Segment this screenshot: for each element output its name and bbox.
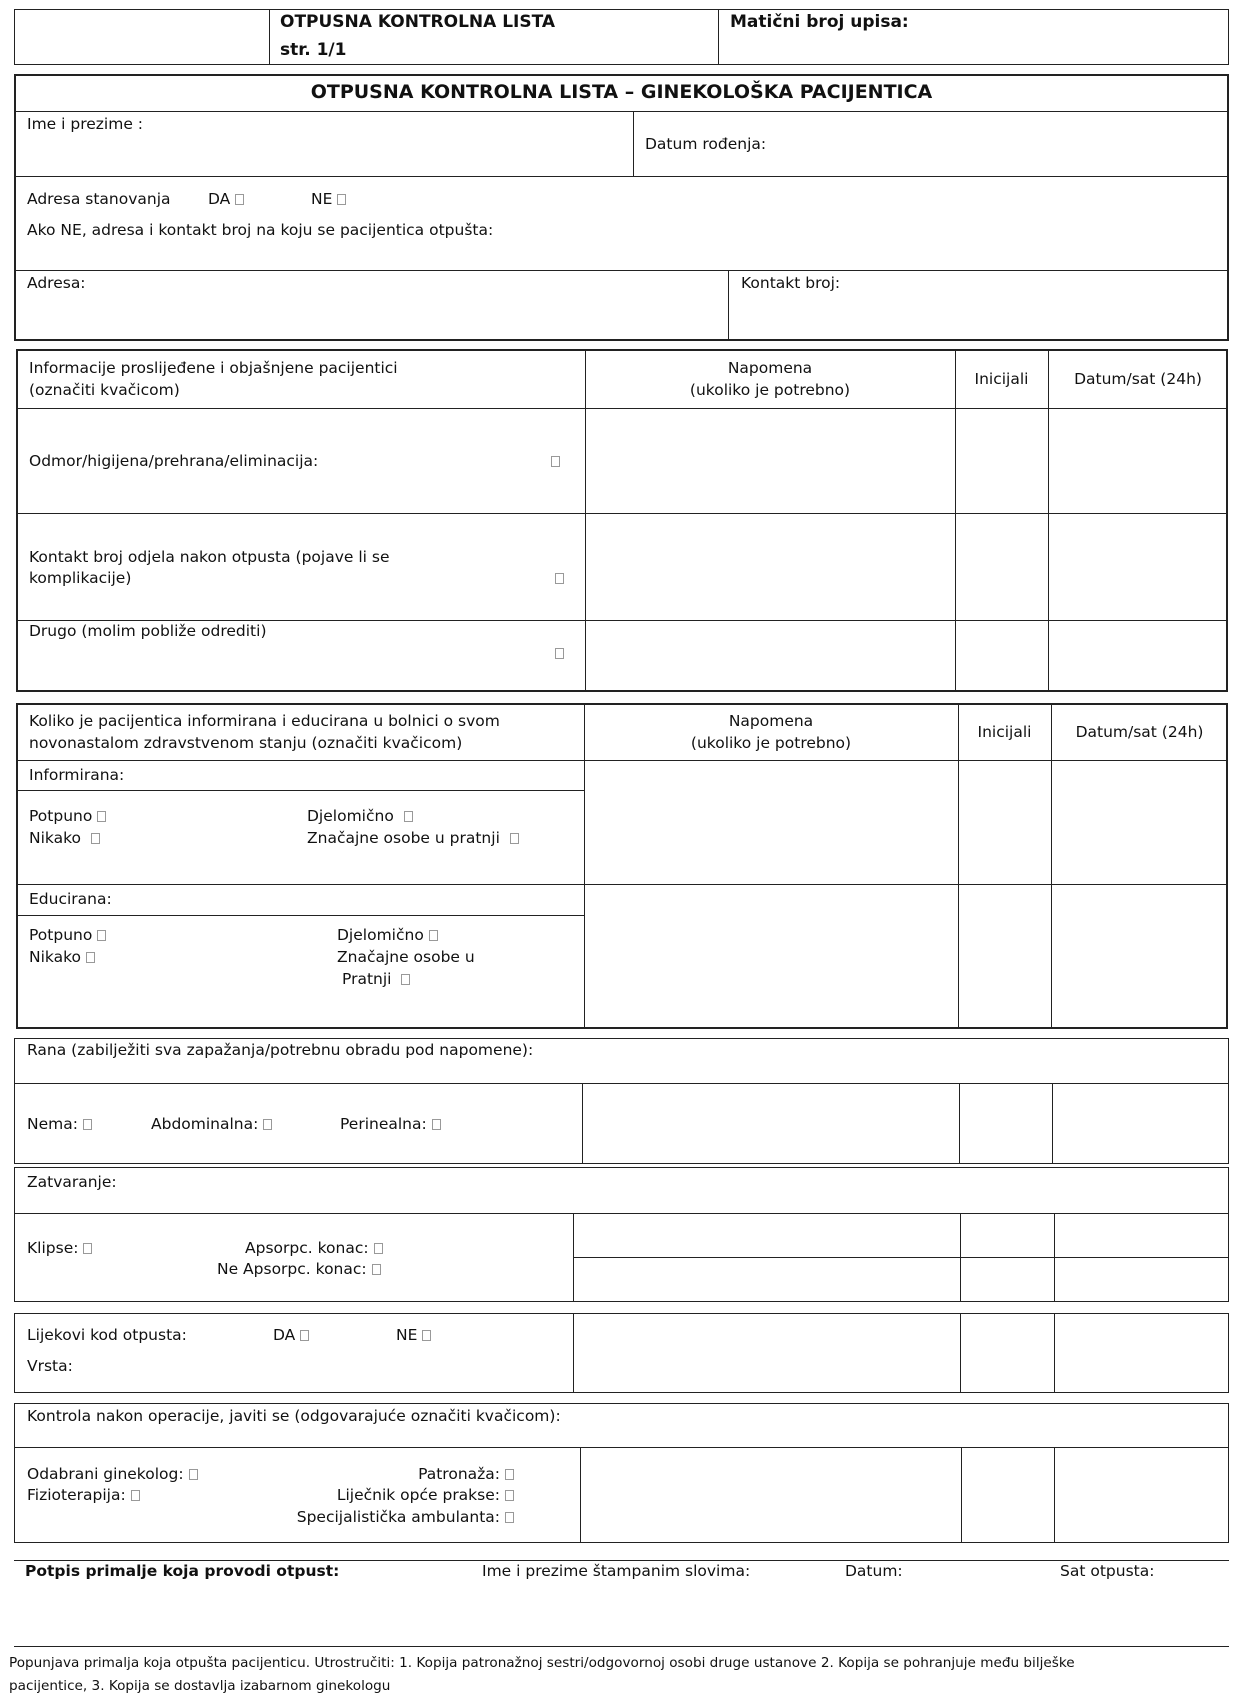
absorbable-suture-checkbox[interactable]: Apsorpc. konac: xyxy=(245,1238,383,1259)
residence-no-checkbox[interactable]: NE xyxy=(311,189,346,210)
col-note: Napomena xyxy=(728,712,814,730)
patient-box xyxy=(14,74,1229,341)
medication-yes-checkbox[interactable]: DA xyxy=(273,1325,309,1346)
checkbox-icon[interactable] xyxy=(337,194,346,205)
checkbox-icon[interactable] xyxy=(263,1119,272,1130)
closure-box xyxy=(14,1167,1229,1302)
checkbox-icon[interactable] xyxy=(422,1330,431,1341)
followup-label: Kontrola nakon operacije, javiti se (odgovarajuće označiti kvačicom): xyxy=(27,1407,561,1425)
table-rule xyxy=(960,1313,961,1393)
medication-type-field[interactable]: Vrsta: xyxy=(27,1357,73,1375)
table-rule xyxy=(1052,1083,1053,1164)
educated-label: Educirana: xyxy=(29,890,112,908)
col-note-sub: (ukoliko je potrebno) xyxy=(690,734,852,752)
divider xyxy=(718,9,719,65)
table-rule xyxy=(16,884,1228,885)
table-rule xyxy=(633,111,634,176)
checkbox-icon[interactable] xyxy=(404,811,413,822)
table-rule xyxy=(14,111,1229,112)
registration-number-field[interactable]: Matični broj upisa: xyxy=(730,12,909,32)
checkbox-icon[interactable] xyxy=(510,833,519,844)
col-note: Napomena xyxy=(727,359,813,377)
table-rule xyxy=(728,270,729,341)
informed-none-checkbox[interactable]: Nikako xyxy=(29,828,100,849)
educated-companions-label: Značajne osobe u xyxy=(337,948,475,966)
medication-box xyxy=(14,1313,1229,1393)
table-rule xyxy=(1051,703,1052,1029)
if-no-label: Ako NE, adresa i kontakt broj na koju se pacijentica otpušta: xyxy=(27,221,494,239)
rest-hygiene-checkbox[interactable] xyxy=(551,456,560,467)
informed-full-checkbox[interactable]: Potpuno xyxy=(29,806,106,827)
divider xyxy=(269,9,270,65)
education-header-2: novonastalom zdravstvenom stanju (označiti kvačicom) xyxy=(29,734,463,752)
table-rule xyxy=(16,915,584,916)
checkbox-icon[interactable] xyxy=(131,1490,140,1501)
checkbox-icon[interactable] xyxy=(86,952,95,963)
checkbox-icon[interactable] xyxy=(505,1490,514,1501)
residence-label: Adresa stanovanja xyxy=(27,190,171,208)
col-datetime: Datum/sat (24h) xyxy=(1074,370,1202,388)
checkbox-icon[interactable] xyxy=(97,811,106,822)
name-field[interactable]: Ime i prezime : xyxy=(27,115,144,133)
table-rule xyxy=(961,1447,962,1543)
educated-none-checkbox[interactable]: Nikako xyxy=(29,947,95,968)
checkbox-icon[interactable] xyxy=(83,1243,92,1254)
table-rule xyxy=(14,1213,1229,1214)
footer-note-2: pacijentice, 3. Kopija se dostavlja izabarnom ginekologu xyxy=(9,1678,391,1694)
table-rule xyxy=(14,1447,1229,1448)
table-rule xyxy=(1054,1447,1055,1543)
row-ward-contact: Kontakt broj odjela nakon otpusta (pojave li se xyxy=(29,548,390,566)
checkbox-icon[interactable] xyxy=(374,1243,383,1254)
table-rule xyxy=(958,703,959,1029)
closure-label: Zatvaranje: xyxy=(27,1173,117,1191)
table-rule xyxy=(580,1447,581,1543)
table-rule xyxy=(14,270,1229,271)
table-rule xyxy=(16,513,1228,514)
informed-companions-checkbox[interactable]: Značajne osobe u pratnji xyxy=(307,828,519,849)
form-title: OTPUSNA KONTROLNA LISTA – GINEKOLOŠKA PACIJENTICA xyxy=(310,81,933,103)
checkbox-icon[interactable] xyxy=(505,1512,514,1523)
gp-checkbox[interactable]: Liječnik opće prakse: xyxy=(337,1485,514,1506)
header-title: OTPUSNA KONTROLNA LISTA xyxy=(280,12,556,32)
dob-field[interactable]: Datum rođenja: xyxy=(645,135,767,153)
clips-checkbox[interactable]: Klipse: xyxy=(27,1238,92,1259)
checkbox-icon[interactable] xyxy=(505,1469,514,1480)
checkbox-icon[interactable] xyxy=(235,194,244,205)
info-header-note: (označiti kvačicom) xyxy=(29,381,180,399)
col-note-sub: (ukoliko je potrebno) xyxy=(689,381,851,399)
row-rest-hygiene: Odmor/higijena/prehrana/eliminacija: xyxy=(29,452,319,470)
date-field[interactable]: Datum: xyxy=(845,1562,903,1580)
table-rule xyxy=(582,1083,583,1164)
col-initials: Inicijali xyxy=(977,723,1032,741)
table-rule xyxy=(955,349,956,692)
table-rule xyxy=(573,1213,574,1302)
page-number: str. 1/1 xyxy=(280,40,347,60)
footer-note: Popunjava primalja koja otpušta pacijenticu. Utrostručiti: 1. Kopija patronažnoj sestri/odgovornoj osobi druge ustanove 2. Kopija se pohranjuje među bilješke xyxy=(9,1655,1075,1671)
non-absorbable-suture-checkbox[interactable]: Ne Apsorpc. konac: xyxy=(217,1259,381,1280)
info-header: Informacije proslijeđene i objašnjene pacijentici xyxy=(29,359,398,377)
header-box xyxy=(14,9,1229,65)
other-checkbox[interactable] xyxy=(555,648,564,659)
physiotherapy-checkbox[interactable]: Fizioterapija: xyxy=(27,1485,140,1506)
table-rule xyxy=(16,790,584,791)
checkbox-icon[interactable] xyxy=(189,1469,198,1480)
table-rule xyxy=(14,1083,1229,1084)
checkbox-icon[interactable] xyxy=(401,974,410,985)
row-other: Drugo (molim pobliže odrediti) xyxy=(29,622,267,640)
wound-label: Rana (zabilježiti sva zapažanja/potrebnu obradu pod napomene): xyxy=(27,1041,534,1059)
wound-perineal-checkbox[interactable]: Perinealna: xyxy=(340,1114,441,1135)
medication-no-checkbox[interactable]: NE xyxy=(396,1325,431,1346)
checkbox-icon[interactable] xyxy=(372,1264,381,1275)
col-datetime: Datum/sat (24h) xyxy=(1075,723,1204,741)
educated-partial-checkbox[interactable]: Djelomično xyxy=(337,925,438,946)
row-ward-contact-2: komplikacije) xyxy=(29,569,132,587)
contact-field[interactable]: Kontakt broj: xyxy=(741,274,841,292)
wound-abdominal-checkbox[interactable]: Abdominalna: xyxy=(151,1114,272,1135)
table-rule xyxy=(573,1313,574,1393)
table-rule xyxy=(960,1213,961,1302)
address-field[interactable]: Adresa: xyxy=(27,274,86,292)
checkbox-icon[interactable] xyxy=(300,1330,309,1341)
patronage-checkbox[interactable]: Patronaža: xyxy=(418,1464,514,1485)
educated-full-checkbox[interactable]: Potpuno xyxy=(29,925,106,946)
table-rule xyxy=(959,1083,960,1164)
printed-name-field[interactable]: Ime i prezime štampanim slovima: xyxy=(482,1562,751,1580)
checkbox-icon[interactable] xyxy=(429,930,438,941)
medication-label: Lijekovi kod otpusta: xyxy=(27,1326,187,1344)
informed-partial-checkbox[interactable]: Djelomično xyxy=(307,806,413,827)
educated-companions-checkbox[interactable]: Pratnji xyxy=(342,969,410,990)
education-header: Koliko je pacijentica informirana i educirana u bolnici o svom xyxy=(29,712,500,730)
gynecologist-checkbox[interactable]: Odabrani ginekolog: xyxy=(27,1464,198,1485)
checkbox-icon[interactable] xyxy=(83,1119,92,1130)
table-rule xyxy=(16,760,1228,761)
specialist-checkbox[interactable]: Specijalistička ambulanta: xyxy=(297,1507,514,1528)
table-rule xyxy=(573,1257,1229,1258)
table-rule xyxy=(1048,349,1049,692)
col-initials: Inicijali xyxy=(974,370,1029,388)
checkbox-icon[interactable] xyxy=(432,1119,441,1130)
table-rule xyxy=(1054,1313,1055,1393)
checkbox-icon[interactable] xyxy=(97,930,106,941)
midwife-signature-field[interactable]: Potpis primalje koja provodi otpust: xyxy=(25,1562,340,1580)
table-rule xyxy=(14,1646,1229,1647)
table-rule xyxy=(1054,1213,1055,1302)
checkbox-icon[interactable] xyxy=(91,833,100,844)
ward-contact-checkbox[interactable] xyxy=(555,573,564,584)
discharge-time-field[interactable]: Sat otpusta: xyxy=(1060,1562,1155,1580)
table-rule xyxy=(16,408,1228,409)
wound-none-checkbox[interactable]: Nema: xyxy=(27,1114,92,1135)
informed-label: Informirana: xyxy=(29,766,125,784)
residence-yes-checkbox[interactable]: DA xyxy=(208,189,244,210)
table-rule xyxy=(14,176,1229,177)
